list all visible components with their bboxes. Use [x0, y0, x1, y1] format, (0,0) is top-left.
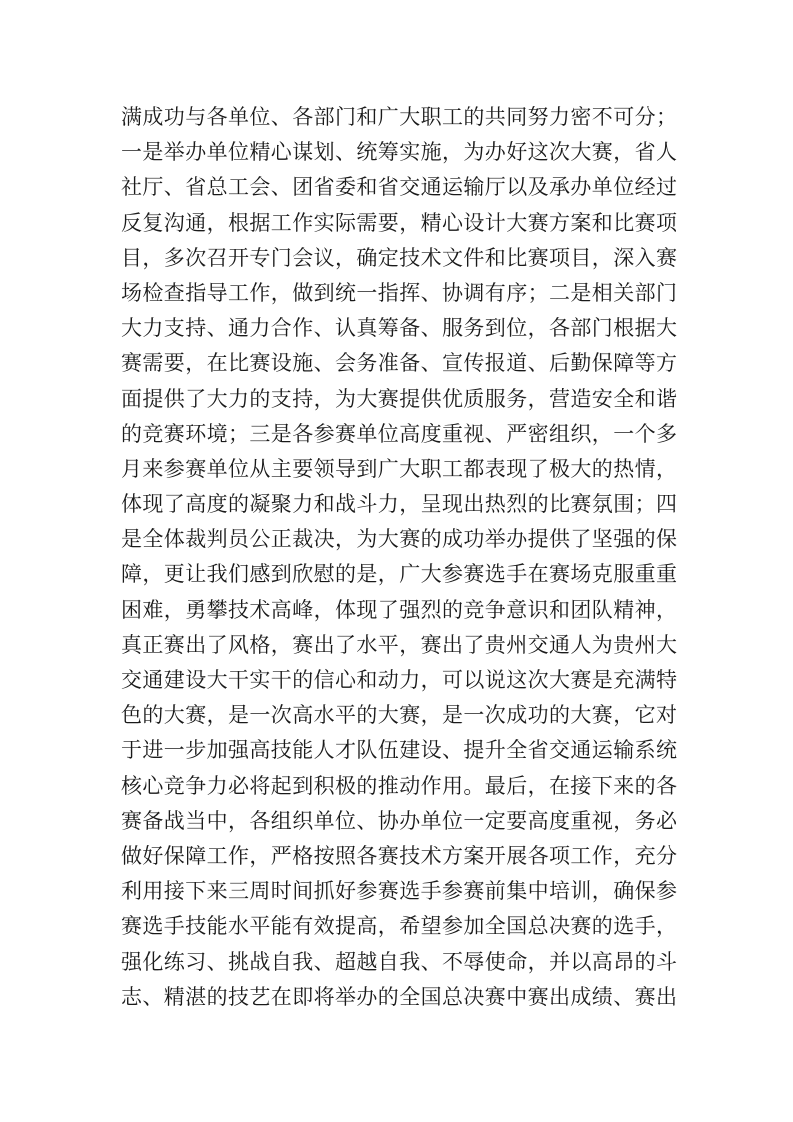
- text-line: 满成功与各单位、各部门和广大职工的共同努力密不可分；: [121, 105, 677, 129]
- text-line: 核心竞争力必将起到积极的推动作用。最后，在接下来的各: [121, 773, 677, 798]
- text-line: 目，多次召开专门会议，确定技术文件和比赛项目，深入赛: [121, 245, 677, 270]
- text-line: 赛选手技能水平能有效提高，希望参加全国总决赛的选手，: [121, 914, 677, 939]
- text-line: 的竞赛环境；三是各参赛单位高度重视、严密组织，一个多: [121, 421, 677, 446]
- text-line: 强化练习、挑战自我、超越自我、不辱使命，并以高昂的斗: [121, 949, 677, 974]
- text-line: 于进一步加强高技能人才队伍建设、提升全省交通运输系统: [121, 738, 677, 763]
- text-line: 利用接下来三周时间抓好参赛选手参赛前集中培训，确保参: [121, 879, 677, 904]
- text-line: 障，更让我们感到欣慰的是，广大参赛选手在赛场克服重重: [121, 562, 677, 587]
- text-line: 大力支持、通力合作、认真筹备、服务到位，各部门根据大: [121, 316, 677, 341]
- text-line: 社厅、省总工会、团省委和省交通运输厅以及承办单位经过: [121, 175, 677, 200]
- text-line: 赛备战当中，各组织单位、协办单位一定要高度重视，务必: [121, 808, 677, 833]
- paragraph-body: [121, 100, 677, 1015]
- text-line: 面提供了大力的支持，为大赛提供优质服务，营造安全和谐: [121, 386, 677, 411]
- text-line: 真正赛出了风格，赛出了水平，赛出了贵州交通人为贵州大: [121, 632, 677, 657]
- text-line: 场检查指导工作，做到统一指挥、协调有序；二是相关部门: [121, 280, 677, 305]
- text-line: 一是举办单位精心谋划、统筹实施，为办好这次大赛，省人: [121, 140, 677, 165]
- text-line: 赛需要，在比赛设施、会务准备、宣传报道、后勤保障等方: [121, 351, 677, 376]
- text-line: 困难，勇攀技术高峰，体现了强烈的竞争意识和团队精神，: [121, 597, 677, 622]
- text-line: 体现了高度的凝聚力和战斗力，呈现出热烈的比赛氛围；四: [121, 492, 677, 517]
- text-line: 反复沟通，根据工作实际需要，精心设计大赛方案和比赛项: [121, 210, 677, 235]
- text-line: 是全体裁判员公正裁决，为大赛的成功举办提供了坚强的保: [121, 527, 677, 552]
- text-line: 做好保障工作，严格按照各赛技术方案开展各项工作，充分: [121, 843, 677, 868]
- text-line: 月来参赛单位从主要领导到广大职工都表现了极大的热情，: [121, 456, 677, 481]
- text-line: 志、精湛的技艺在即将举办的全国总决赛中赛出成绩、赛出: [121, 984, 677, 1009]
- text-line: 色的大赛，是一次高水平的大赛，是一次成功的大赛，它对: [121, 703, 677, 728]
- text-line: 交通建设大干实干的信心和动力，可以说这次大赛是充满特: [121, 668, 677, 692]
